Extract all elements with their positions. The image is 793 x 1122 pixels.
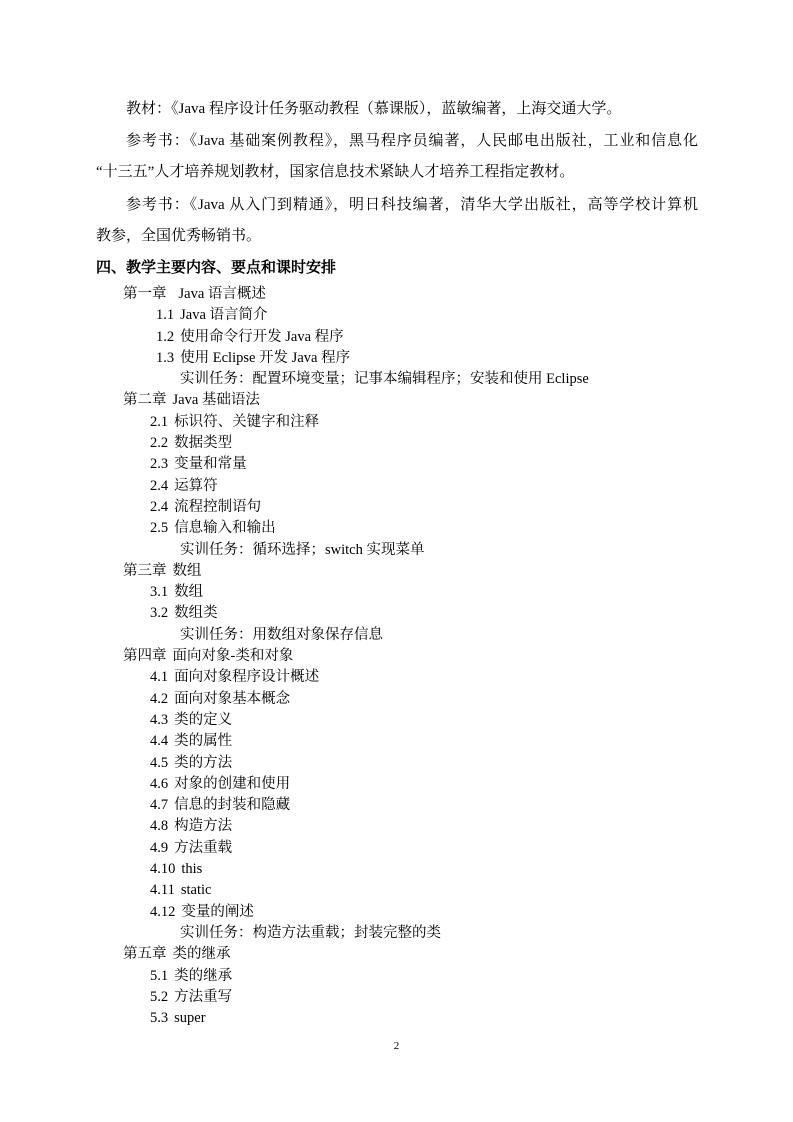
section-item bbox=[0, 753, 793, 774]
item-text: 运算符 bbox=[174, 477, 218, 494]
item-number: 2.3 bbox=[150, 456, 169, 473]
item-text: static bbox=[180, 882, 212, 899]
item-number: 2.1 bbox=[150, 413, 169, 430]
practice-task bbox=[0, 369, 793, 390]
section-item bbox=[0, 497, 793, 518]
section-item bbox=[0, 795, 793, 816]
course-outline bbox=[0, 284, 793, 1029]
reference-paragraph-book2 bbox=[96, 190, 698, 252]
item-text: 标识符、关键字和注释 bbox=[174, 413, 320, 430]
item-text: 方法重写 bbox=[174, 988, 233, 1005]
item-text: 信息的封装和隐藏 bbox=[174, 797, 291, 814]
reference-paragraph-textbook bbox=[96, 94, 698, 125]
item-text: 数组 bbox=[174, 584, 204, 601]
item-text: 实训任务：用数组对象保存信息 bbox=[180, 626, 383, 643]
item-number: 第五章 bbox=[123, 946, 167, 963]
item-text: 方法重载 bbox=[174, 839, 233, 856]
chapter-item bbox=[0, 284, 793, 305]
item-text: 面向对象程序设计概述 bbox=[174, 669, 320, 686]
item-number: 4.4 bbox=[150, 733, 169, 750]
section-item bbox=[0, 859, 793, 880]
item-text: 变量的阐述 bbox=[181, 903, 254, 920]
item-text: Java 语言概述 bbox=[178, 286, 266, 302]
item-text: 使用 Eclipse 开发 Java 程序 bbox=[180, 349, 351, 366]
item-text: 类的继承 bbox=[172, 946, 231, 963]
item-text: 实训任务：循环选择；switch 实现菜单 bbox=[180, 541, 425, 558]
item-number: 4.11 bbox=[150, 882, 175, 899]
section-item bbox=[0, 454, 793, 475]
item-text: 对象的创建和使用 bbox=[174, 775, 291, 792]
section-item bbox=[0, 902, 793, 923]
item-number: 4.3 bbox=[150, 711, 169, 728]
item-number: 4.5 bbox=[150, 754, 169, 771]
chapter-item bbox=[0, 944, 793, 965]
page-number: 2 bbox=[393, 1040, 400, 1052]
item-number: 4.12 bbox=[150, 903, 176, 920]
item-number: 5.1 bbox=[150, 967, 169, 984]
section-heading: 四、教学主要内容、要点和课时安排 bbox=[96, 260, 337, 276]
item-text: 类的继承 bbox=[174, 967, 233, 984]
section-item bbox=[0, 305, 793, 326]
item-text: Java 基础语法 bbox=[172, 392, 260, 409]
item-text: 类的定义 bbox=[174, 711, 233, 728]
item-text: 流程控制语句 bbox=[174, 498, 262, 515]
item-text: 类的属性 bbox=[174, 733, 233, 750]
reference-line: 教材：《Java 程序设计任务驱动教程（慕课版），蓝敏编著，上海交通大学。 bbox=[126, 101, 622, 117]
item-number: 1.2 bbox=[156, 328, 175, 345]
item-number: 1.1 bbox=[156, 307, 175, 324]
item-text: 面向对象基本概念 bbox=[174, 690, 291, 707]
item-text: 信息输入和输出 bbox=[174, 520, 276, 537]
item-number: 第三章 bbox=[123, 562, 167, 579]
item-number: 3.2 bbox=[150, 605, 169, 622]
practice-task bbox=[0, 923, 793, 944]
section-item bbox=[0, 582, 793, 603]
section-item bbox=[0, 327, 793, 348]
section-item bbox=[0, 667, 793, 688]
item-text: 实训任务：配置环境变量；记事本编辑程序；安装和使用 Eclipse bbox=[180, 371, 589, 388]
item-number: 2.2 bbox=[150, 435, 169, 452]
item-text: 数据类型 bbox=[174, 435, 233, 452]
section-item bbox=[0, 774, 793, 795]
item-number: 2.4 bbox=[150, 498, 169, 515]
item-text: 数组类 bbox=[174, 605, 218, 622]
item-text: this bbox=[181, 861, 203, 878]
item-number: 1.3 bbox=[156, 349, 175, 366]
section-item bbox=[0, 603, 793, 624]
item-number: 5.2 bbox=[150, 988, 169, 1005]
item-number: 第二章 bbox=[123, 392, 167, 409]
section-item bbox=[0, 966, 793, 987]
chapter-item bbox=[0, 390, 793, 411]
section-item bbox=[0, 838, 793, 859]
section-item bbox=[0, 433, 793, 454]
item-number: 2.4 bbox=[150, 477, 169, 494]
reference-line: 教参，全国优秀畅销书。 bbox=[96, 228, 262, 244]
section-item bbox=[0, 731, 793, 752]
item-text: 构造方法 bbox=[174, 818, 233, 835]
item-number: 第一章 bbox=[123, 286, 167, 302]
reference-line: 参考书：《Java 从入门到精通》，明日科技编著，清华大学出版社，高等学校计算机 bbox=[126, 197, 698, 213]
item-number: 4.2 bbox=[150, 690, 169, 707]
item-number: 4.6 bbox=[150, 775, 169, 792]
section-item bbox=[0, 816, 793, 837]
reference-paragraph-book1 bbox=[96, 126, 698, 188]
section-item bbox=[0, 518, 793, 539]
item-number: 4.7 bbox=[150, 797, 169, 814]
section-item bbox=[0, 710, 793, 731]
section-item bbox=[0, 880, 793, 901]
section-item bbox=[0, 476, 793, 497]
item-number: 3.1 bbox=[150, 584, 169, 601]
item-text: Java 语言简介 bbox=[180, 307, 268, 324]
section-item bbox=[0, 412, 793, 433]
chapter-item bbox=[0, 561, 793, 582]
item-number: 5.3 bbox=[150, 1010, 169, 1027]
practice-task bbox=[0, 540, 793, 561]
section-item bbox=[0, 1008, 793, 1029]
item-text: 实训任务：构造方法重载；封装完整的类 bbox=[180, 924, 441, 941]
reference-line: “十三五”人才培养规划教材，国家信息技术紧缺人才培养工程指定教材。 bbox=[96, 164, 575, 180]
item-number: 4.1 bbox=[150, 669, 169, 686]
section-item bbox=[0, 987, 793, 1008]
item-text: 使用命令行开发 Java 程序 bbox=[180, 328, 344, 345]
item-number: 4.10 bbox=[150, 861, 176, 878]
item-number: 2.5 bbox=[150, 520, 169, 537]
practice-task bbox=[0, 625, 793, 646]
reference-line: 参考书：《Java 基础案例教程》，黑马程序员编著，人民邮电出版社，工业和信息化 bbox=[126, 133, 698, 149]
item-text: 类的方法 bbox=[174, 754, 233, 771]
item-number: 4.8 bbox=[150, 818, 169, 835]
item-number: 4.9 bbox=[150, 839, 169, 856]
item-text: 面向对象-类和对象 bbox=[172, 648, 294, 665]
item-text: 数组 bbox=[172, 562, 202, 579]
section-item bbox=[0, 689, 793, 710]
item-number: 第四章 bbox=[123, 648, 167, 665]
chapter-item bbox=[0, 646, 793, 667]
item-text: 变量和常量 bbox=[174, 456, 247, 473]
item-text: super bbox=[174, 1010, 206, 1027]
section-item bbox=[0, 348, 793, 369]
